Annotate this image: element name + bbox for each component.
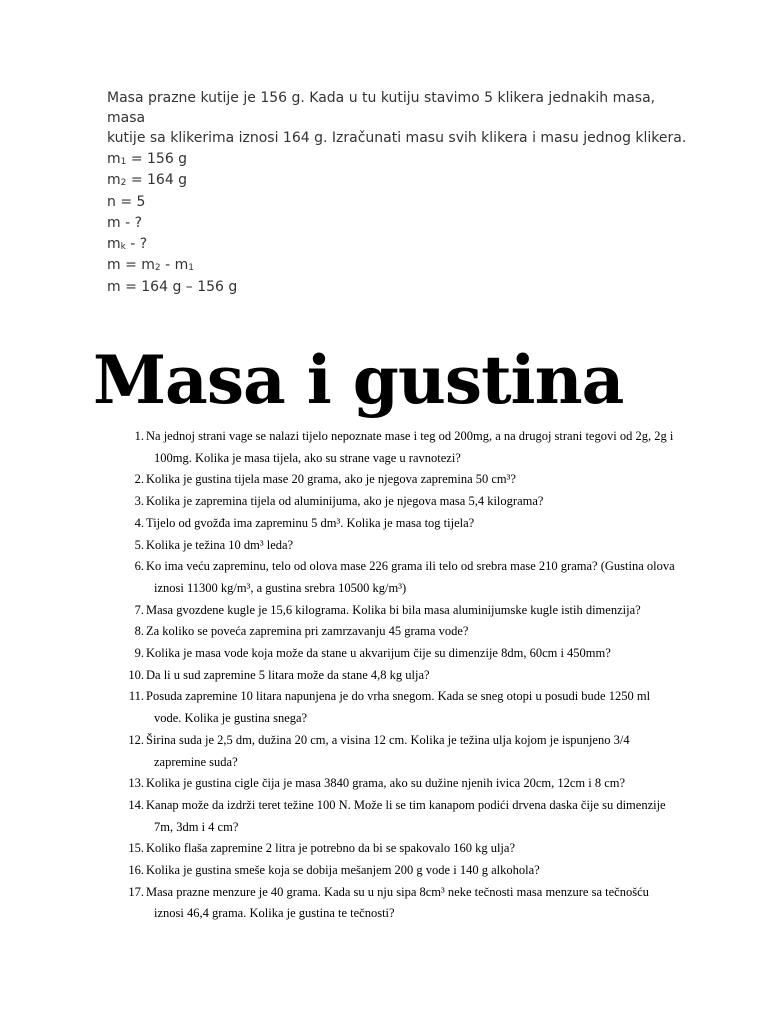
problem-item xyxy=(120,469,680,491)
problem-text: Ko ima veću zapreminu, telo od olova mase 226 grama ili telo od srebra mase 210 grama? (Gustina olova iznosi 11300 kg/m³, a gustina srebra 10500 kg/m³) xyxy=(146,559,675,595)
problem-item xyxy=(120,773,680,795)
problem-number: 4. xyxy=(134,515,144,530)
problem-item xyxy=(120,730,680,773)
problem-text: Kanap može da izdrži teret težine 100 N. Može li se tim kanapom podići drvena daska čije su dimenzije 7m, 3dm i 4 cm? xyxy=(146,797,666,834)
marble-problem-statement xyxy=(107,88,687,148)
problem-number: 3. xyxy=(134,494,144,509)
marble-problem-block xyxy=(107,88,687,298)
problem-number: 10. xyxy=(128,667,144,682)
problem-number: 16. xyxy=(128,863,144,878)
problem-item xyxy=(120,621,680,643)
problem-number: 17. xyxy=(128,884,144,899)
problem-text: Kolika je težina 10 dm³ leda? xyxy=(146,537,294,552)
problem-item xyxy=(120,426,680,469)
problem-number: 14. xyxy=(128,797,144,812)
problem-text: Širina suda je 2,5 dm, dužina 20 cm, a visina 12 cm. Kolika je težina ulja kojom je ispunjeno 3/4 zapremine suda? xyxy=(146,732,630,769)
unknown-mk: $m_k$ - ? xyxy=(107,236,148,253)
problem-text: Posuda zapremine 10 litara napunjena je do vrha snegom. Kada se sneg otopi u posudi bude 1250 ml vode. Kolika je gustina snega? xyxy=(146,689,651,726)
formula-line: $m = m_2 - m_1$ xyxy=(107,257,194,274)
problem-item xyxy=(120,860,680,882)
problem-item xyxy=(120,795,680,838)
problem-number: 6. xyxy=(134,559,144,574)
problem-number: 11. xyxy=(128,689,144,704)
problem-text: Kolika je gustina tijela mase 20 grama, ako je njegova zapremina 50 cm³? xyxy=(146,472,516,487)
problem-text: Kolika je masa vode koja može da stane u akvarijum čije su dimenzije 8dm, 60cm i 450mm? xyxy=(146,646,611,661)
problem-item xyxy=(120,513,680,535)
problem-number: 13. xyxy=(128,776,144,791)
problem-item xyxy=(120,643,680,665)
problem-item xyxy=(120,686,680,729)
problem-number: 7. xyxy=(134,602,144,617)
problem-text: Kolika je zapremina tijela od aluminijuma, ako je njegova masa 5,4 kilograma? xyxy=(146,494,544,509)
problem-text: Koliko flaša zapremine 2 litra je potrebno da bi se spakovalo 160 kg ulja? xyxy=(146,841,515,856)
problem-text: Za koliko se poveća zapremina pri zamrzavanju 45 grama vode? xyxy=(146,624,469,639)
problem-text: Da li u sud zapremine 5 litara može da stane 4,8 kg ulja? xyxy=(146,667,430,682)
problem-list xyxy=(120,426,680,925)
problem-item xyxy=(120,556,680,599)
problem-number: 2. xyxy=(134,472,144,487)
problem-text: Tijelo od gvožđa ima zapreminu 5 dm³. Kolika je masa tog tijela? xyxy=(146,515,475,530)
problem-statement-line-1: Masa prazne kutije je 156 g. Kada u tu kutiju stavimo 5 klikera jednakih masa, masa xyxy=(107,90,656,126)
unknown-m: m - ? xyxy=(107,214,143,231)
problem-number: 9. xyxy=(134,646,144,661)
problem-statement-line-2: kutije sa klikerima iznosi 164 g. Izračunati masu svih klikera i masu jednog klikera. xyxy=(107,130,687,146)
problem-number: 1. xyxy=(134,429,144,443)
given-values-list xyxy=(107,149,687,298)
problem-number: 5. xyxy=(134,537,144,552)
problem-number: 15. xyxy=(128,841,144,856)
calculation-line: m = 164 g – 156 g xyxy=(107,278,238,295)
given-m2: $m_2 = 164$ g xyxy=(107,172,188,189)
problem-item xyxy=(120,535,680,557)
problem-item xyxy=(120,600,680,622)
problem-text: Masa prazne menzure je 40 grama. Kada su u nju sipa 8cm³ neke tečnosti masa menzure sa tečnošću iznosi 46,4 grama. Kolika je gustina te tečnosti? xyxy=(146,884,649,921)
page-title: Masa i gustina xyxy=(93,341,624,419)
problem-text: Na jednoj strani vage se nalazi tijelo nepoznate mase i teg od 200mg, a na drugoj strani tegovi od 2g, 2g i 100mg. Kolika je masa tijela, ako su strane vage u ravnotezi? xyxy=(146,429,674,465)
problem-item xyxy=(120,491,680,513)
problem-text: Kolika je gustina cigle čija je masa 3840 grama, ako su dužine njenih ivica 20cm, 12cm i 8 cm? xyxy=(146,776,626,791)
given-m1: $m_1 = 156$ g xyxy=(107,151,188,167)
problem-number: 12. xyxy=(128,732,144,747)
problem-item xyxy=(120,838,680,860)
problem-item xyxy=(120,882,680,925)
problem-text: Kolika je gustina smeše koja se dobija mešanjem 200 g vode i 140 g alkohola? xyxy=(146,863,540,878)
problem-text: Masa gvozdene kugle je 15,6 kilograma. Kolika bi bila masa aluminijumske kugle istih dimenzija? xyxy=(146,602,641,617)
problem-item xyxy=(120,665,680,687)
given-n: n = 5 xyxy=(107,193,146,210)
problem-number: 8. xyxy=(134,624,144,639)
